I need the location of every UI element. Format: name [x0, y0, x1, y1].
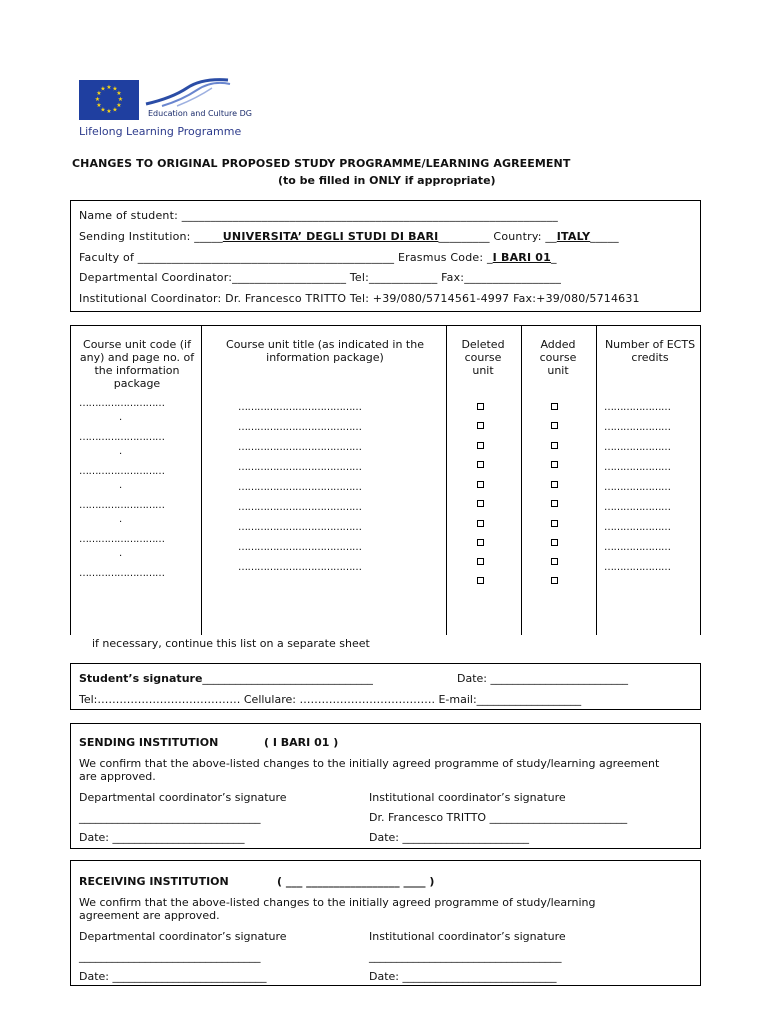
added-checkbox[interactable] [551, 558, 558, 565]
eu-flag-logo [79, 80, 139, 120]
receiving-institution-box [70, 860, 701, 986]
receiving-inst-sig-label: Institutional coordinator’s signature [369, 930, 566, 943]
added-checkbox[interactable] [551, 422, 558, 429]
sending-inst-sig-field[interactable]: Dr. Francesco TRITTO _________________________ [369, 811, 628, 824]
student-info-box [70, 200, 701, 312]
country-tail: _____ [590, 230, 619, 243]
added-checkbox[interactable] [551, 577, 558, 584]
erasmus-code-value: I BARI 01 [492, 251, 551, 264]
svg-text:★: ★ [116, 102, 122, 109]
sending-dept-sig-label: Departmental coordinator’s signature [79, 791, 287, 804]
student-signature-blank[interactable]: _______________________________ [202, 672, 373, 685]
sending-code: ( I BARI 01 ) [264, 736, 339, 749]
course-code-field[interactable]: ……………………… [79, 466, 165, 477]
deleted-checkbox[interactable] [477, 520, 484, 527]
student-signature-box [70, 663, 701, 710]
receiving-heading: RECEIVING INSTITUTION [79, 875, 229, 888]
country-value: ITALY [556, 230, 591, 243]
sending-value: UNIVERSITA’ DEGLI STUDI DI BARI [222, 230, 439, 243]
course-code-field[interactable]: ……………………… [79, 534, 165, 545]
course-title-field[interactable]: ………………………………… [238, 522, 362, 533]
svg-text:★: ★ [96, 90, 102, 97]
header-course-title: Course unit title (as indicated in the information package) [226, 338, 424, 364]
svg-text:★: ★ [106, 108, 112, 115]
sending-date-left[interactable]: Date: ________________________ [79, 831, 245, 844]
header-added: Added course unit [539, 338, 577, 377]
header-ects: Number of ECTS credits [604, 338, 696, 364]
svg-text:★: ★ [112, 85, 118, 93]
receiving-date-right[interactable]: Date: ____________________________ [369, 970, 557, 983]
svg-text:★: ★ [116, 90, 122, 97]
ects-field[interactable]: ………………… [604, 422, 671, 433]
course-title-field[interactable]: ………………………………… [238, 562, 362, 573]
erasmus-tail: _ [551, 251, 557, 264]
deleted-checkbox[interactable] [477, 481, 484, 488]
institutional-coordinator-line: Institutional Coordinator: Dr. Francesco TRITTO Tel: +39/080/5714561-4997 Fax:+39/080/5714631 [79, 292, 640, 305]
student-contacts[interactable]: Tel:………………………………… Cellulare: ………………………………. E-mail:___________________ [79, 693, 582, 706]
header-course-code: Course unit code (if any) and page no. of the information package [79, 338, 195, 390]
student-signature-label: Student’s signature [79, 672, 203, 685]
receiving-confirm-text-2: agreement are approved. [79, 909, 220, 922]
course-title-field[interactable]: ………………………………… [238, 402, 362, 413]
student-name-blank[interactable]: __________________________________________________________________ [181, 209, 558, 222]
course-title-field[interactable]: ………………………………… [238, 482, 362, 493]
added-checkbox[interactable] [551, 500, 558, 507]
svg-text:★: ★ [117, 96, 124, 103]
course-code-field[interactable]: ……………………… [79, 500, 165, 511]
deleted-checkbox[interactable] [477, 558, 484, 565]
course-title-field[interactable]: ………………………………… [238, 442, 362, 453]
ects-field[interactable]: ………………… [604, 522, 671, 533]
course-code-field[interactable]: ……………………… [79, 568, 165, 579]
receiving-inst-sig-field[interactable]: ___________________________________ [369, 950, 562, 963]
deleted-checkbox[interactable] [477, 403, 484, 410]
page-title: CHANGES TO ORIGINAL PROPOSED STUDY PROGRAMME/LEARNING AGREEMENT [72, 157, 571, 170]
added-checkbox[interactable] [551, 539, 558, 546]
receiving-code[interactable]: ( ___ _________________ ____ ) [277, 875, 435, 888]
page-subtitle: (to be filled in ONLY if appropriate) [278, 174, 496, 187]
ects-field[interactable]: ………………… [604, 482, 671, 493]
faculty-line[interactable] [79, 251, 557, 264]
added-checkbox[interactable] [551, 520, 558, 527]
course-code-cont: . [119, 446, 122, 457]
programme-name: Lifelong Learning Programme [79, 125, 242, 138]
deleted-checkbox[interactable] [477, 461, 484, 468]
course-code-cont: . [119, 514, 122, 525]
eu-stars-icon [79, 80, 139, 120]
ects-field[interactable]: ………………… [604, 542, 671, 553]
svg-text:★: ★ [100, 106, 106, 114]
deleted-checkbox[interactable] [477, 577, 484, 584]
sending-confirm-text-2: are approved. [79, 770, 156, 783]
sending-label: Sending Institution: _____ [79, 230, 223, 243]
student-date[interactable]: Date: _________________________ [457, 672, 628, 685]
continue-note: if necessary, continue this list on a separate sheet [92, 637, 370, 650]
course-title-field[interactable]: ………………………………… [238, 502, 362, 513]
added-checkbox[interactable] [551, 403, 558, 410]
course-title-field[interactable]: ………………………………… [238, 462, 362, 473]
ects-field[interactable]: ………………… [604, 402, 671, 413]
added-checkbox[interactable] [551, 461, 558, 468]
deleted-checkbox[interactable] [477, 442, 484, 449]
sending-institution-box [70, 723, 701, 849]
receiving-dept-sig-field[interactable]: _________________________________ [79, 950, 261, 963]
course-table [70, 325, 701, 635]
sending-confirm-text: We confirm that the above-listed changes to the initially agreed programme of study/learning agreement [79, 757, 660, 770]
sending-dept-sig-field[interactable]: _________________________________ [79, 811, 261, 824]
receiving-date-left[interactable]: Date: ____________________________ [79, 970, 267, 983]
course-title-field[interactable]: ………………………………… [238, 542, 362, 553]
student-name-line[interactable] [79, 209, 558, 222]
receiving-dept-sig-label: Departmental coordinator’s signature [79, 930, 287, 943]
ects-field[interactable]: ………………… [604, 502, 671, 513]
added-checkbox[interactable] [551, 481, 558, 488]
course-code-cont: . [119, 548, 122, 559]
student-name-label: Name of student: [79, 209, 182, 222]
added-checkbox[interactable] [551, 442, 558, 449]
swoosh-logo-icon [142, 76, 232, 110]
deleted-checkbox[interactable] [477, 500, 484, 507]
ects-field[interactable]: ………………… [604, 562, 671, 573]
ects-field[interactable]: ………………… [604, 462, 671, 473]
logo-caption: Education and Culture DG [148, 109, 252, 118]
sending-inst-sig-label: Institutional coordinator’s signature [369, 791, 566, 804]
svg-text:★: ★ [106, 84, 112, 91]
deleted-checkbox[interactable] [477, 422, 484, 429]
svg-text:★: ★ [94, 96, 101, 103]
sending-heading: SENDING INSTITUTION [79, 736, 219, 749]
student-signature-line[interactable] [79, 672, 373, 685]
deleted-checkbox[interactable] [477, 539, 484, 546]
country-label: _________ Country: __ [438, 230, 557, 243]
svg-text:★: ★ [112, 106, 118, 114]
receiving-confirm-text: We confirm that the above-listed changes to the initially agreed programme of study/learning [79, 896, 596, 909]
svg-text:★: ★ [96, 102, 102, 109]
course-code-field[interactable]: ……………………… [79, 398, 165, 409]
course-title-field[interactable]: ………………………………… [238, 422, 362, 433]
svg-text:★: ★ [100, 85, 106, 93]
sending-date-right[interactable]: Date: _______________________ [369, 831, 529, 844]
departmental-coordinator-line[interactable]: Departmental Coordinator:____________________ Tel:____________ Fax:_________________ [79, 271, 562, 284]
faculty-label[interactable]: Faculty of _____________________________________________ Erasmus Code: _ [79, 251, 493, 264]
sending-institution-line [79, 230, 619, 243]
ects-field[interactable]: ………………… [604, 442, 671, 453]
course-code-field[interactable]: ……………………… [79, 432, 165, 443]
course-code-cont: . [119, 412, 122, 423]
header-deleted: Deleted course unit [461, 338, 505, 377]
course-code-cont: . [119, 480, 122, 491]
